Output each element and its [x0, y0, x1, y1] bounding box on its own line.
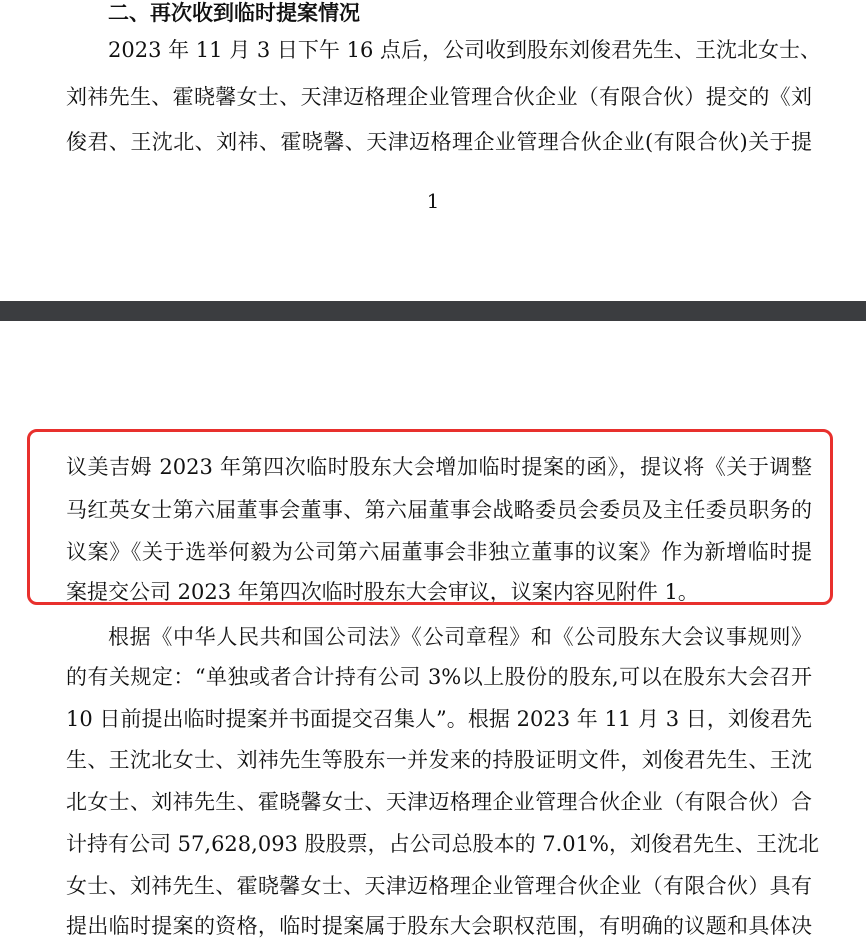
highlighted-line: 马红英女士第六届董事会董事、第六届董事会战略委员会委员及主任委员职务的	[66, 498, 812, 522]
paragraph-line: 10 日前提出临时提案并书面提交召集人”。根据 2023 年 11 月 3 日，刘俊君先	[66, 707, 812, 731]
page-separator	[0, 301, 866, 321]
paragraph-line: 北女士、刘祎先生、霍晓馨女士、天津迈格理企业管理合伙企业（有限合伙）合	[66, 790, 812, 814]
paragraph-line: 俊君、王沈北、刘祎、霍晓馨、天津迈格理企业管理合伙企业(有限合伙)关于提	[66, 130, 812, 154]
paragraph-line: 女士、刘祎先生、霍晓馨女士、天津迈格理企业管理合伙企业（有限合伙）具有	[66, 874, 812, 898]
document-page-top	[0, 0, 866, 301]
paragraph-line: 的有关规定：“单独或者合计持有公司 3%以上股份的股东,可以在股东大会召开	[66, 665, 812, 689]
highlighted-line: 案提交公司 2023 年第四次临时股东大会审议，议案内容见附件 1。	[66, 580, 699, 604]
paragraph-line: 2023 年 11 月 3 日下午 16 点后，公司收到股东刘俊君先生、王沈北女士、	[108, 38, 821, 62]
highlighted-line: 议美吉姆 2023 年第四次临时股东大会增加临时提案的函》，提议将《关于调整	[66, 455, 812, 479]
page-number: 1	[426, 189, 440, 213]
paragraph-line: 生、王沈北女士、刘祎先生等股东一并发来的持股证明文件，刘俊君先生、王沈	[66, 748, 812, 772]
paragraph-line: 提出临时提案的资格，临时提案属于股东大会职权范围，有明确的议题和具体决	[66, 914, 812, 938]
section-heading: 二、再次收到临时提案情况	[108, 0, 360, 25]
paragraph-line: 刘祎先生、霍晓馨女士、天津迈格理企业管理合伙企业（有限合伙）提交的《刘	[66, 85, 812, 109]
paragraph-line: 根据《中华人民共和国公司法》《公司章程》和《公司股东大会议事规则》	[108, 625, 812, 649]
paragraph-line: 计持有公司 57,628,093 股股票，占公司总股本的 7.01%，刘俊君先生、王沈北	[66, 832, 819, 856]
highlighted-line: 议案》《关于选举何毅为公司第六届董事会非独立董事的议案》作为新增临时提	[66, 540, 812, 564]
